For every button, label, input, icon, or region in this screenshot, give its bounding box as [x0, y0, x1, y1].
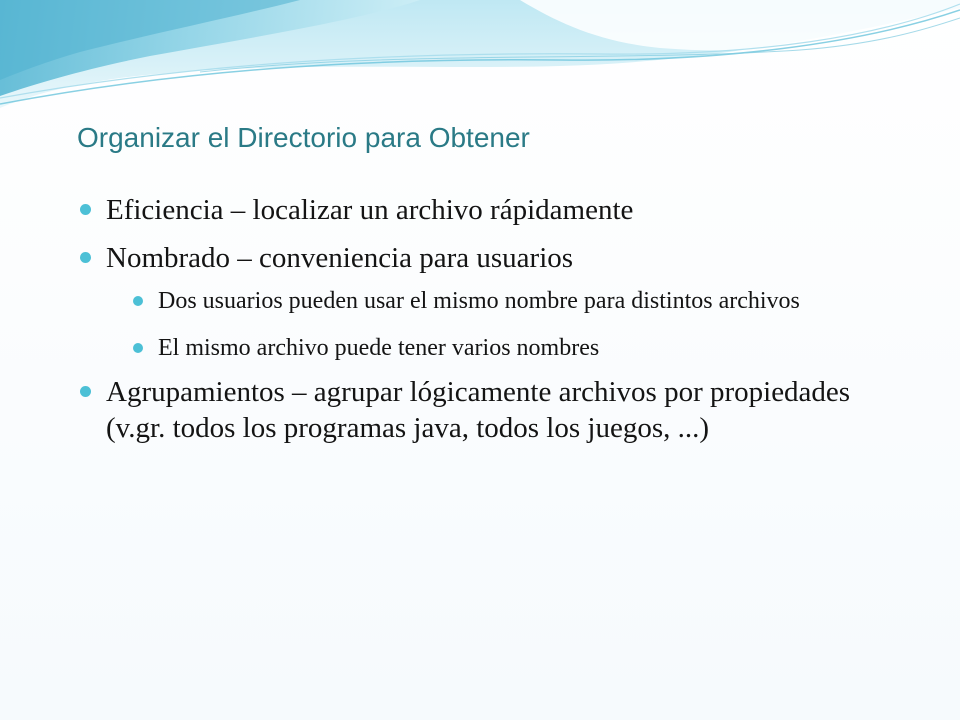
sub-bullet-item: [131, 331, 898, 366]
bullet-item: [78, 192, 898, 228]
bullet-dot-icon: [133, 296, 143, 306]
bullet-item: [78, 240, 898, 276]
header-wave-decoration: [0, 0, 960, 120]
sub-bullet-item: [131, 284, 898, 319]
sub-bullet-text: Dos usuarios pueden usar el mismo nombre para distintos archivos: [158, 288, 800, 314]
bullet-dot-icon: [80, 204, 91, 215]
bullet-text: Eficiencia – localizar un archivo rápidamente: [106, 194, 634, 226]
bullet-item: [78, 374, 898, 446]
bullet-text: Agrupamientos – agrupar lógicamente archivos por propiedades (v.gr. todos los programas java, todos los juegos, ...): [106, 376, 851, 444]
bullet-text: Nombrado – conveniencia para usuarios: [106, 242, 574, 274]
bullet-dot-icon: [133, 343, 143, 353]
bullet-dot-icon: [80, 252, 91, 263]
slide-title: Organizar el Directorio para Obtener: [77, 122, 530, 153]
bullet-list: [78, 192, 898, 458]
sub-bullet-text: El mismo archivo puede tener varios nombres: [158, 335, 600, 361]
bullet-dot-icon: [80, 386, 91, 397]
